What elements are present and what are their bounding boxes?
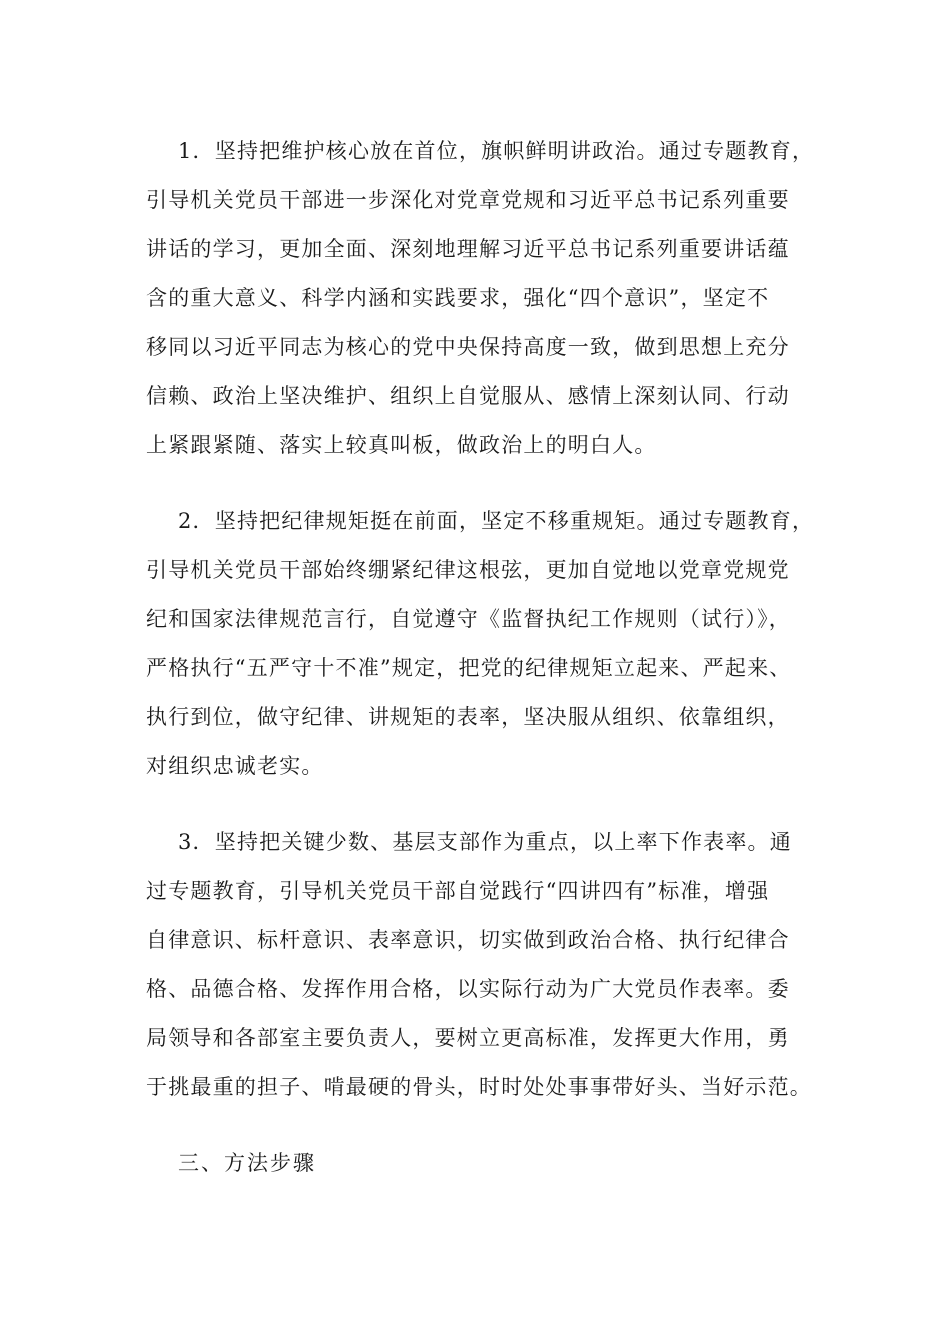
paragraph-line: 3．坚持把关键少数、基层支部作为重点，以上率下作表率。通 — [178, 830, 792, 854]
paragraph-line: 引导机关党员干部进一步深化对党章党规和习近平总书记系列重要 — [146, 188, 790, 212]
paragraph-line: 纪和国家法律规范言行，自觉遵守《监督执纪工作规则（试行）》， — [146, 607, 791, 631]
paragraph-line: 过专题教育，引导机关党员干部自觉践行“四讲四有”标准，增强 — [146, 879, 770, 903]
paragraph-line: 格、品德合格、发挥作用合格，以实际行动为广大党员作表率。委 — [146, 977, 790, 1001]
paragraph-line: 自律意识、标杆意识、表率意识，切实做到政治合格、执行纪律合 — [146, 928, 790, 952]
paragraph-line: 局领导和各部室主要负责人，要树立更高标准，发挥更大作用，勇 — [146, 1026, 790, 1050]
paragraph-line: 上紧跟紧随、落实上较真叫板，做政治上的明白人。 — [146, 433, 657, 457]
paragraph-line: 信赖、政治上坚决维护、组织上自觉服从、感情上深刻认同、行动 — [146, 384, 790, 408]
paragraph-line: 严格执行“五严守十不准”规定，把党的纪律规矩立起来、严起来、 — [146, 656, 792, 680]
section-heading: 三、方法步骤 — [178, 1151, 316, 1175]
paragraph-line: 1．坚持把维护核心放在首位，旗帜鲜明讲政治。通过专题教育， — [178, 139, 815, 163]
paragraph-line: 移同以习近平同志为核心的党中央保持高度一致，做到思想上充分 — [146, 335, 790, 359]
paragraph-line: 讲话的学习，更加全面、深刻地理解习近平总书记系列重要讲话蕴 — [146, 237, 790, 261]
paragraph-line: 对组织忠诚老实。 — [146, 754, 324, 778]
paragraph-line: 2．坚持把纪律规矩挺在前面，坚定不移重规矩。通过专题教育， — [178, 509, 815, 533]
paragraph-line: 执行到位，做守纪律、讲规矩的表率，坚决服从组织、依靠组织， — [146, 705, 790, 729]
paragraph-line: 引导机关党员干部始终绷紧纪律这根弦，更加自觉地以党章党规党 — [146, 558, 790, 582]
paragraph-line: 含的重大意义、科学内涵和实践要求，强化“四个意识”，坚定不 — [146, 286, 770, 310]
paragraph-line: 于挑最重的担子、啃最硬的骨头，时时处处事事带好头、当好示范。 — [146, 1075, 812, 1099]
